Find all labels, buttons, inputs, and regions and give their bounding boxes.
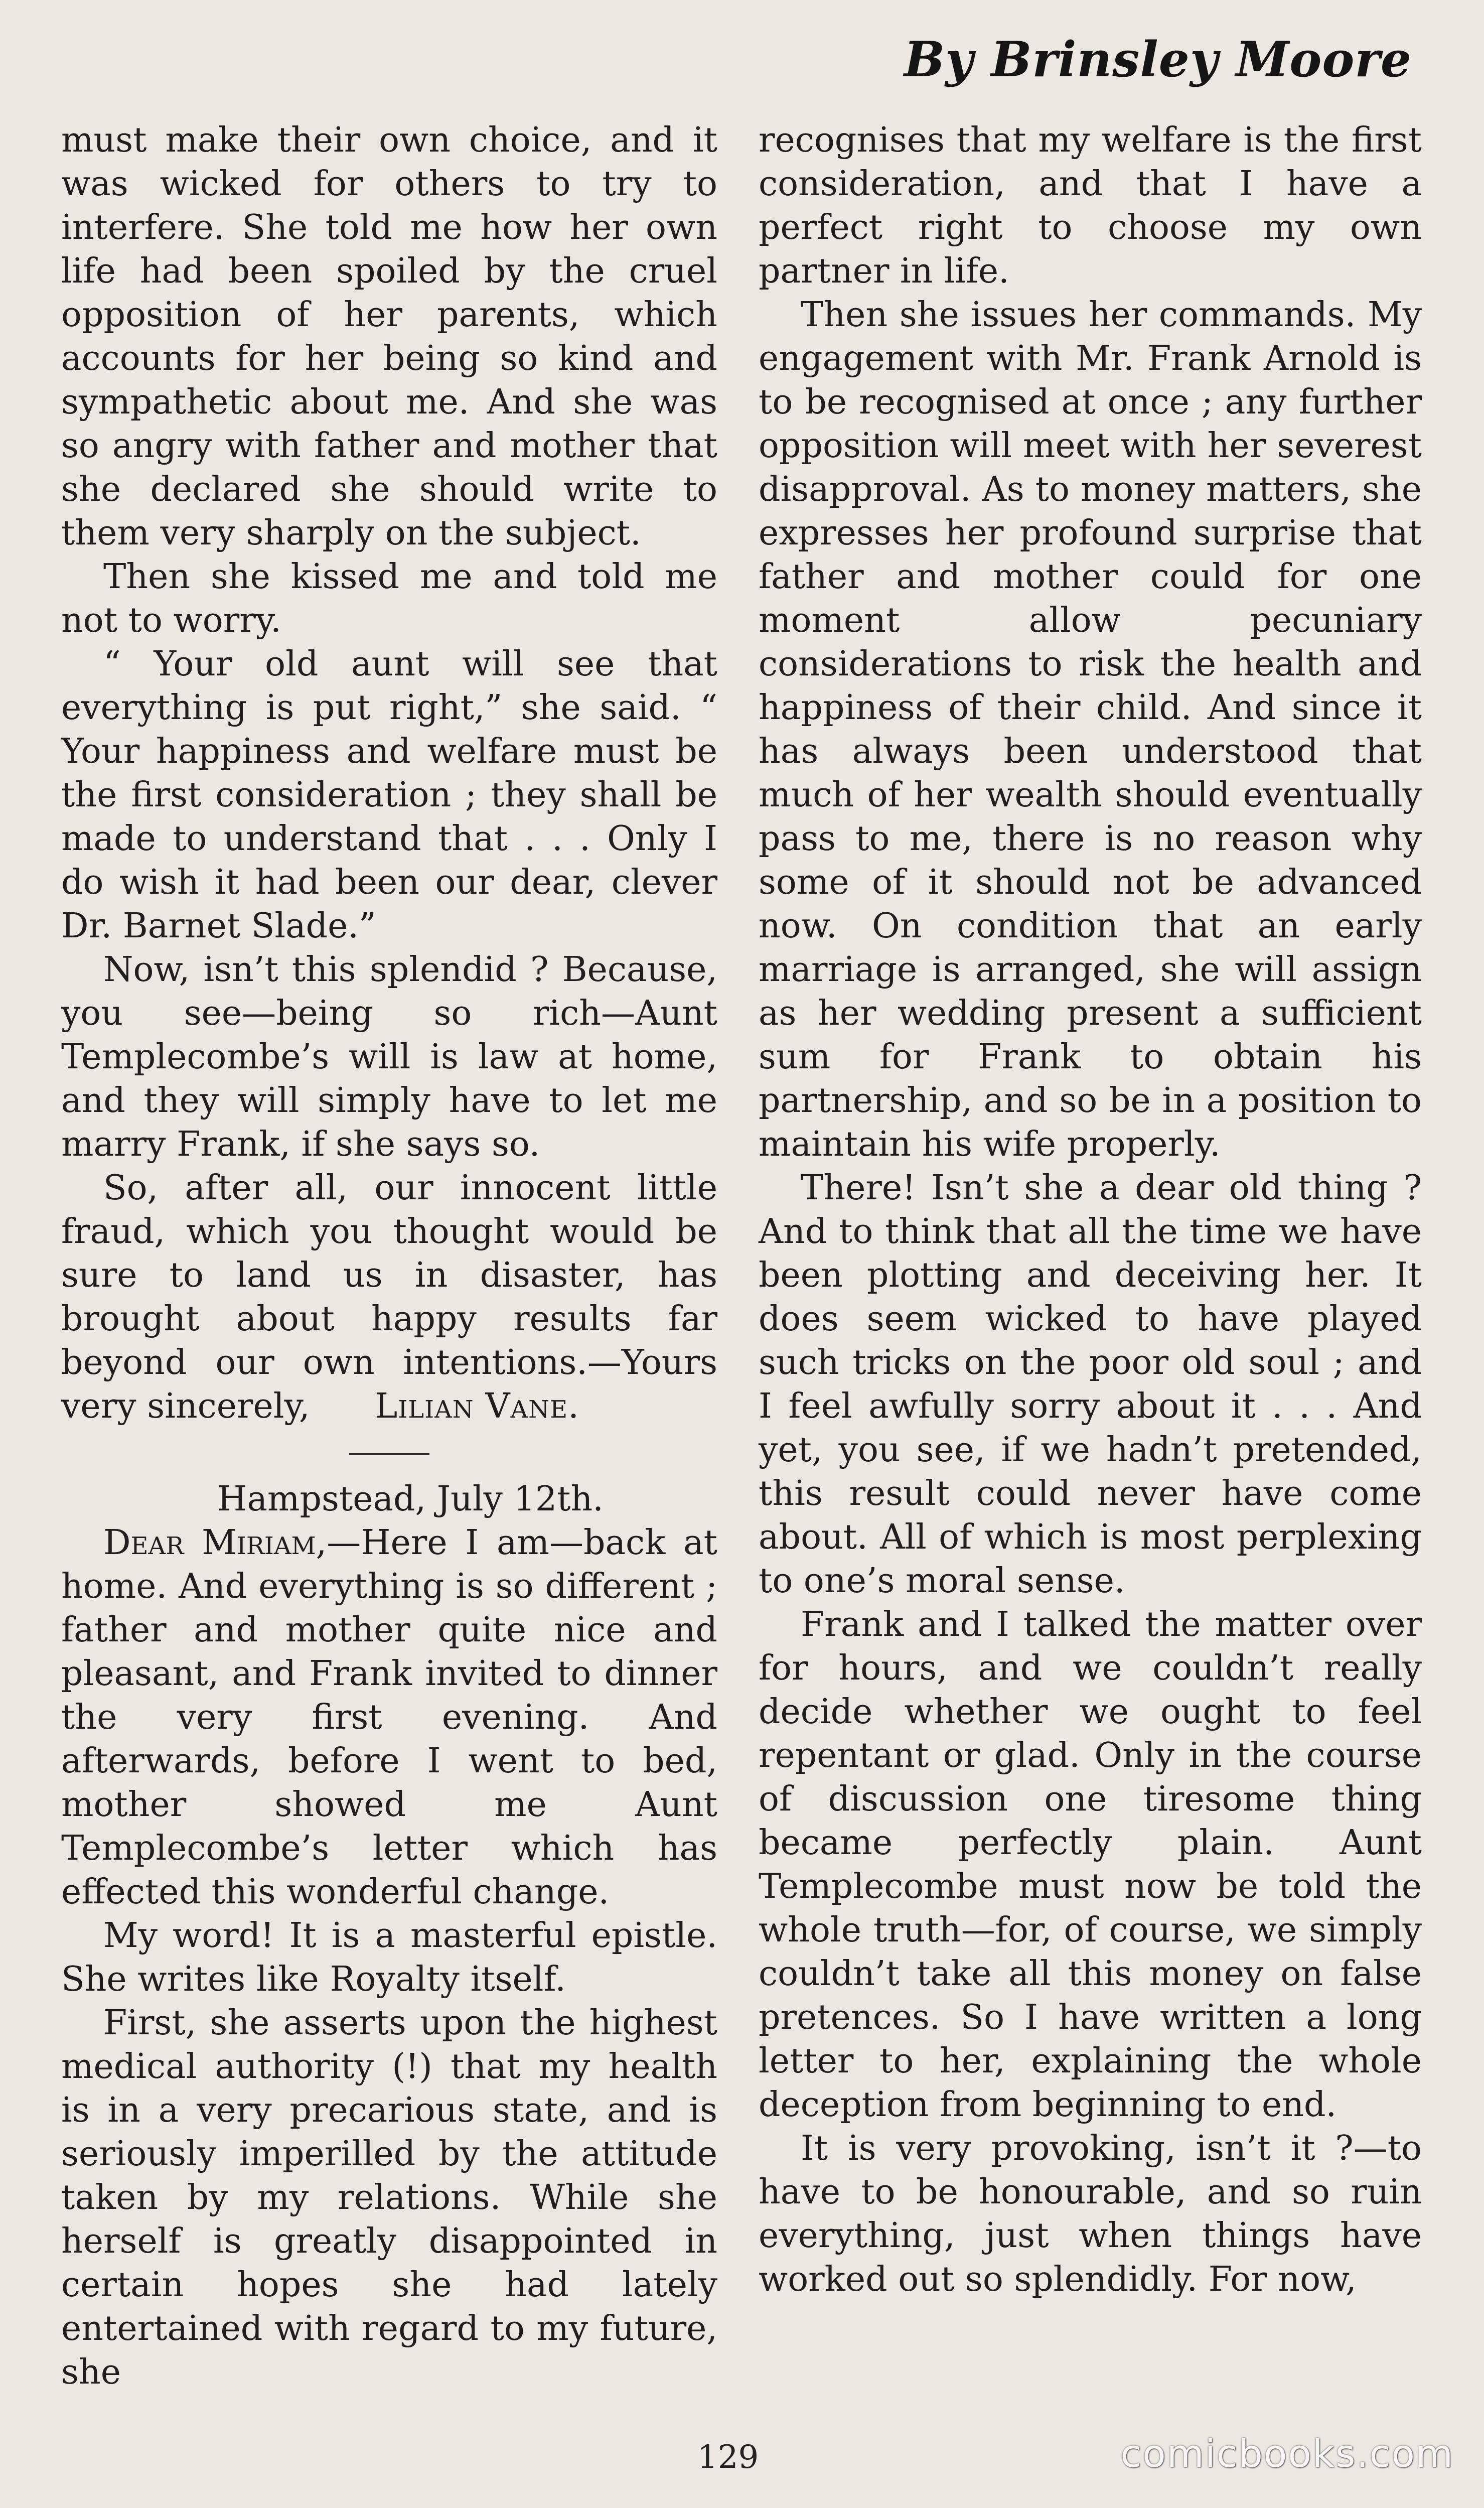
paragraph: recognises that my welfare is the first consideration, and that I have a perfect right to choose my own partner in life. (759, 120, 1422, 291)
paragraph: Then she kissed me and told me not to worry. (61, 557, 717, 640)
dateline: Hampstead, July 12th. (217, 1479, 604, 1519)
paragraph: My word! It is a masterful epistle. She writes like Royalty itself. (61, 1916, 717, 1999)
paragraph: First, she asserts upon the highest medical authority (!) that my health is in a very precarious state, and is seriously imperilled by the attitude taken by my relations. While she herself is greatly disappointed in certain hopes she had lately entertained with regard to my future, she (61, 2003, 717, 2392)
paragraph: Now, isn’t this splendid ? Because, you see—being so rich—Aunt Templecombe’s will is law at home, and they will simply have to let me marry Frank, if she says so. (61, 950, 717, 1164)
paragraph-text: So, after all, our innocent little fraud, which you thought would be sure to land us in disaster, has brought about happy results far beyond our own intentions.—Yours very sincerely, (61, 1168, 717, 1426)
paragraph-text: —Here I am—back at home. And everything is so different ; father and mother quite nice and pleasant, and Frank invited to dinner the very first evening. And afterwards, before I went to bed, mother showed me Aunt Templecombe’s letter which has effected this wonderful change. (61, 1523, 717, 1912)
paragraph: Then she issues her commands. My engagement with Mr. Frank Arnold is to be recognised at once ; any further opposition will meet with her severest disapproval. As to money matters, she expresses her profound surprise that father and mother could for one moment allow pecuniary considerations to risk the health and happiness of their child. And since it has always been understood that much of her wealth should eventually pass to me, there is no reason why some of it should not be advanced now. On condition that an early marriage is arranged, she will assign as her wedding present a sufficient sum for Frank to obtain his partnership, and so be in a position to maintain his wife properly. (759, 295, 1422, 1164)
right-column (759, 118, 1422, 2301)
signature: Lilian Vane. (375, 1386, 579, 1426)
page-number: 129 (697, 2439, 759, 2476)
section-divider (349, 1453, 429, 1455)
paragraph-with-signature (61, 1166, 717, 1428)
left-column (61, 118, 717, 2394)
paragraph: must make their own choice, and it was wicked for others to try to interfere. She told me how her own life had been spoiled by the cruel opposition of her parents, which accounts for her being so kind and sympathetic about me. And she was so angry with father and mother that she declared she should write to them very sharply on the subject. (61, 120, 717, 553)
paragraph: “ Your old aunt will see that everything is put right,” she said. “ Your happiness and welfare must be the first consideration ; they shall be made to understand that . . . Only I do wish it had been our dear, clever Dr. Barnet Slade.” (61, 644, 717, 946)
letter-opening (61, 1521, 717, 1914)
paragraph: It is very provoking, isn’t it ?—to have to be honourable, and so ruin everything, just when things have worked out so splendidly. For now, (759, 2129, 1422, 2299)
paragraph: Frank and I talked the matter over for hours, and we couldn’t really decide whether we ought to feel repentant or glad. Only in the course of discussion one tiresome thing became perfectly plain. Aunt Templecombe must now be told the whole truth—for, of course, we simply couldn’t take all this money on false pretences. So I have written a long letter to her, explaining the whole deception from beginning to end. (759, 1605, 1422, 2125)
salutation: Dear Miriam, (103, 1523, 327, 1563)
watermark: comicbooks.com (1120, 2431, 1454, 2476)
byline-header: By Brinsley Moore (904, 31, 1412, 88)
paragraph: There! Isn’t she a dear old thing ? And to think that all the time we have been plotting and deceiving her. It does seem wicked to have played such tricks on the poor old soul ; and I feel awfully sorry about it . . . And yet, you see, if we hadn’t pretended, this result could never have come about. All of which is most perplexing to one’s moral sense. (759, 1168, 1422, 1601)
